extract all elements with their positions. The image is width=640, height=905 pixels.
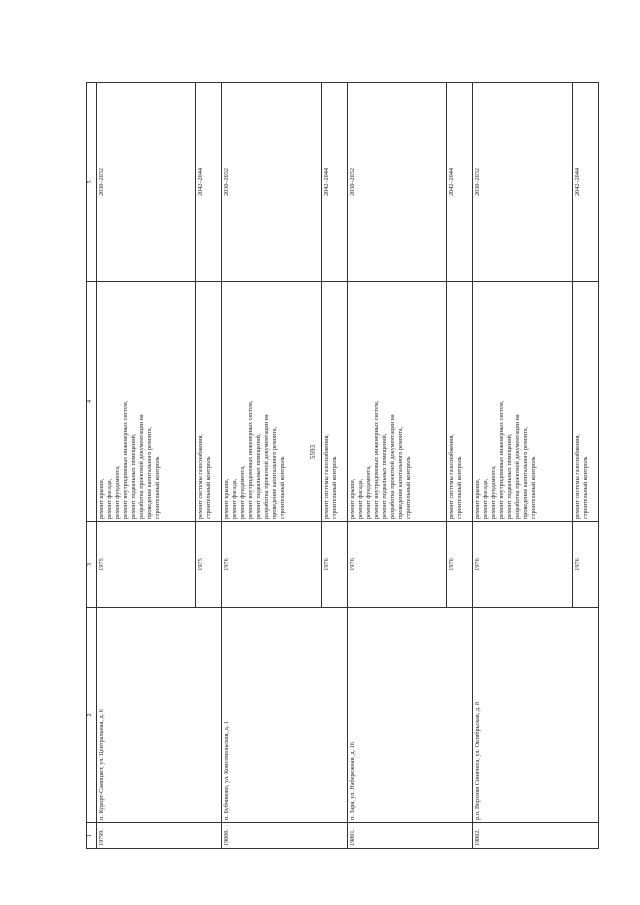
- work-item: проведение капитального ремонта,: [271, 426, 279, 519]
- record-address: р.п. Верхняя Синячиха, ул. Октябрьская, д. 8: [473, 608, 599, 823]
- work-item: ремонт системы газоснабжения,: [448, 434, 456, 519]
- works-list: [473, 282, 572, 522]
- header-row: [87, 83, 97, 849]
- header-col-2: 2: [87, 608, 97, 823]
- header-col-4: 4: [87, 282, 97, 522]
- work-item: ремонт фасада,: [105, 478, 113, 519]
- work-item: строительный контроль: [205, 456, 213, 519]
- repair-schedule-table: [86, 82, 599, 849]
- works-list: [347, 282, 446, 522]
- work-item: ремонт подвальных помещений,: [380, 433, 388, 519]
- work-item: ремонт фундамента,: [239, 465, 247, 519]
- work-item: ремонт крыши,: [348, 478, 356, 519]
- table-row: [347, 83, 446, 849]
- table-row: [97, 83, 196, 849]
- work-item: ремонт фасада,: [231, 478, 239, 519]
- work-item: ремонт фасада,: [482, 478, 490, 519]
- record-address: п. Бубчиково, ул. Комсомольская, д. 1: [222, 608, 347, 823]
- header-col-5: 5: [87, 83, 97, 282]
- work-item: строительный контроль: [530, 456, 538, 519]
- work-item: строительный контроль: [330, 456, 338, 519]
- work-item: ремонт внутридомовых инженерных систем,: [372, 400, 380, 519]
- build-year: 1976: [447, 522, 473, 608]
- record-number: 19800.: [222, 823, 347, 849]
- build-year: 1975: [97, 522, 196, 608]
- works-list: [447, 282, 473, 522]
- work-item: ремонт системы газоснабжения,: [322, 434, 330, 519]
- table-row: [473, 83, 572, 849]
- work-item: строительный контроль: [279, 456, 287, 519]
- table-container: [86, 82, 599, 849]
- work-item: разработка проектной документации на: [263, 414, 271, 519]
- header-col-1: 1: [87, 823, 97, 849]
- work-item: строительный контроль: [456, 456, 464, 519]
- repair-period: 2030–2032: [347, 83, 446, 282]
- repair-period: 2030–2032: [473, 83, 572, 282]
- build-year: 1976: [473, 522, 572, 608]
- rotated-table-frame: [86, 82, 599, 849]
- work-item: ремонт подвальных помещений,: [255, 433, 263, 519]
- record-number: 19802.: [473, 823, 599, 849]
- works-list: [196, 282, 222, 522]
- repair-period: 2042–2044: [572, 83, 598, 282]
- header-col-3: 3: [87, 522, 97, 608]
- page-number: 5593: [309, 445, 317, 459]
- works-list: [321, 282, 347, 522]
- works-list: [222, 282, 321, 522]
- work-item: разработка проектной документации на: [137, 414, 145, 519]
- work-item: строительный контроль: [404, 456, 412, 519]
- record-address: п. Курорт-Самоцвет, ул. Центральная, д. 6: [97, 608, 222, 823]
- build-year: 1975: [196, 522, 222, 608]
- record-number: 19801.: [347, 823, 472, 849]
- work-item: ремонт крыши,: [98, 478, 105, 519]
- repair-period: 2042–2044: [321, 83, 347, 282]
- work-item: разработка проектной документации на: [514, 414, 522, 519]
- works-list: [97, 282, 196, 522]
- work-item: строительный контроль: [153, 456, 161, 519]
- build-year: 1976: [222, 522, 321, 608]
- work-item: ремонт крыши,: [223, 478, 231, 519]
- repair-period: 2042–2044: [447, 83, 473, 282]
- work-item: ремонт крыши,: [474, 478, 482, 519]
- record-number: 19799.: [97, 823, 222, 849]
- work-item: строительный контроль: [581, 456, 589, 519]
- build-year: 1976: [321, 522, 347, 608]
- work-item: разработка проектной документации на: [388, 414, 396, 519]
- table-body: [97, 83, 599, 849]
- works-list: [572, 282, 598, 522]
- work-item: проведение капитального ремонта,: [396, 426, 404, 519]
- work-item: ремонт фасада,: [356, 478, 364, 519]
- table-row: [222, 83, 321, 849]
- work-item: ремонт фундамента,: [490, 465, 498, 519]
- repair-period: 2030–2032: [97, 83, 196, 282]
- work-item: проведение капитального ремонта,: [145, 426, 153, 519]
- repair-period: 2030–2032: [222, 83, 321, 282]
- build-year: 1976: [347, 522, 446, 608]
- work-item: проведение капитального ремонта,: [522, 426, 530, 519]
- repair-period: 2042–2044: [196, 83, 222, 282]
- work-item: ремонт фундамента,: [113, 465, 121, 519]
- work-item: ремонт системы газоснабжения,: [197, 434, 205, 519]
- build-year: 1976: [572, 522, 598, 608]
- work-item: ремонт внутридомовых инженерных систем,: [498, 400, 506, 519]
- work-item: ремонт подвальных помещений,: [129, 433, 137, 519]
- work-item: ремонт фундамента,: [364, 465, 372, 519]
- work-item: ремонт подвальных помещений,: [506, 433, 514, 519]
- work-item: ремонт системы газоснабжения,: [573, 434, 581, 519]
- record-address: п. Заря, ул. Набережная, д. 16: [347, 608, 472, 823]
- work-item: ремонт внутридомовых инженерных систем,: [121, 400, 129, 519]
- work-item: ремонт внутридомовых инженерных систем,: [247, 400, 255, 519]
